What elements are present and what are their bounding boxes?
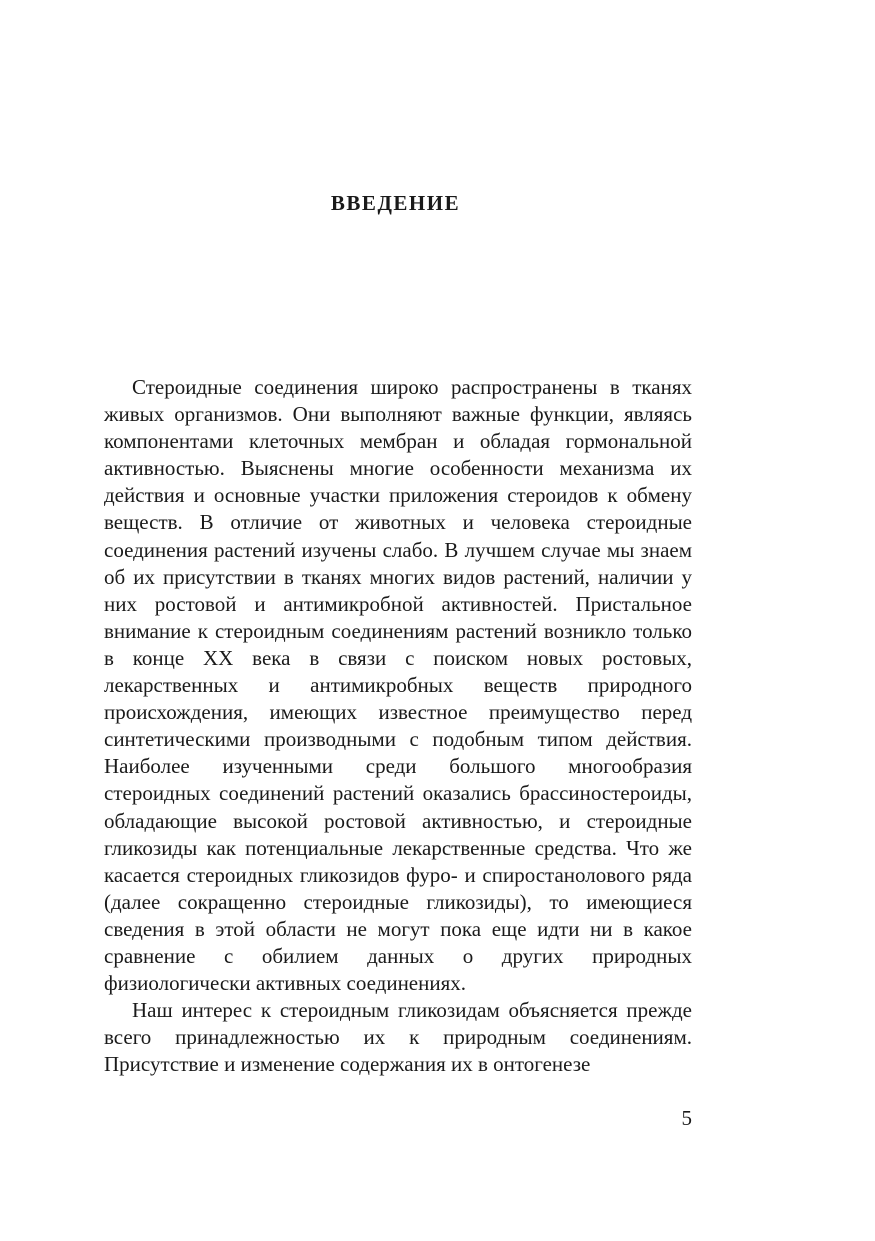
paragraph-1: Стероидные соединения широко распространены в тканях живых организмов. Они выполняют важные функции, являясь компонентами клеточных мембран и обладая гормональной активностью. Выяснены многие особенности механизма их действия и основные участки приложения стероидов к обмену веществ. В отличие от животных и человека стероидные соединения растений изучены слабо. В лучшем случае мы знаем об их присутствии в тканях многих видов растений, наличии у них ростовой и антимикробной активностей. Пристальное внимание к стероидным соединениям растений возникло только в конце XX века в связи с поиском новых ростовых, лекарственных и антимикробных веществ природного происхождения, имеющих известное преимущество перед синтетическими производными с подобным типом действия. Наиболее изученными среди большого многообразия стероидных соединений растений оказались брассиностероиды, обладающие высокой ростовой активностью, и стероидные гликозиды как потенциальные лекарственные средства. Что же касается стероидных гликозидов фуро- и спиростанолового ряда (далее сокращенно стероидные гликозиды), то имеющиеся сведения в этой области не могут пока еще идти ни в какое сравнение с обилием данных о других природных физиологически активных соединениях. [104, 375, 692, 996]
paragraph-2: Наш интерес к стероидным гликозидам объясняется прежде всего принадлежностью их к природным соединениям. Присутствие и изменение содержания их в онтогенезе [104, 998, 692, 1077]
body-text [104, 374, 692, 1078]
page-number: 5 [681, 1106, 692, 1130]
page-title: ВВЕДЕНИЕ [330, 191, 461, 215]
